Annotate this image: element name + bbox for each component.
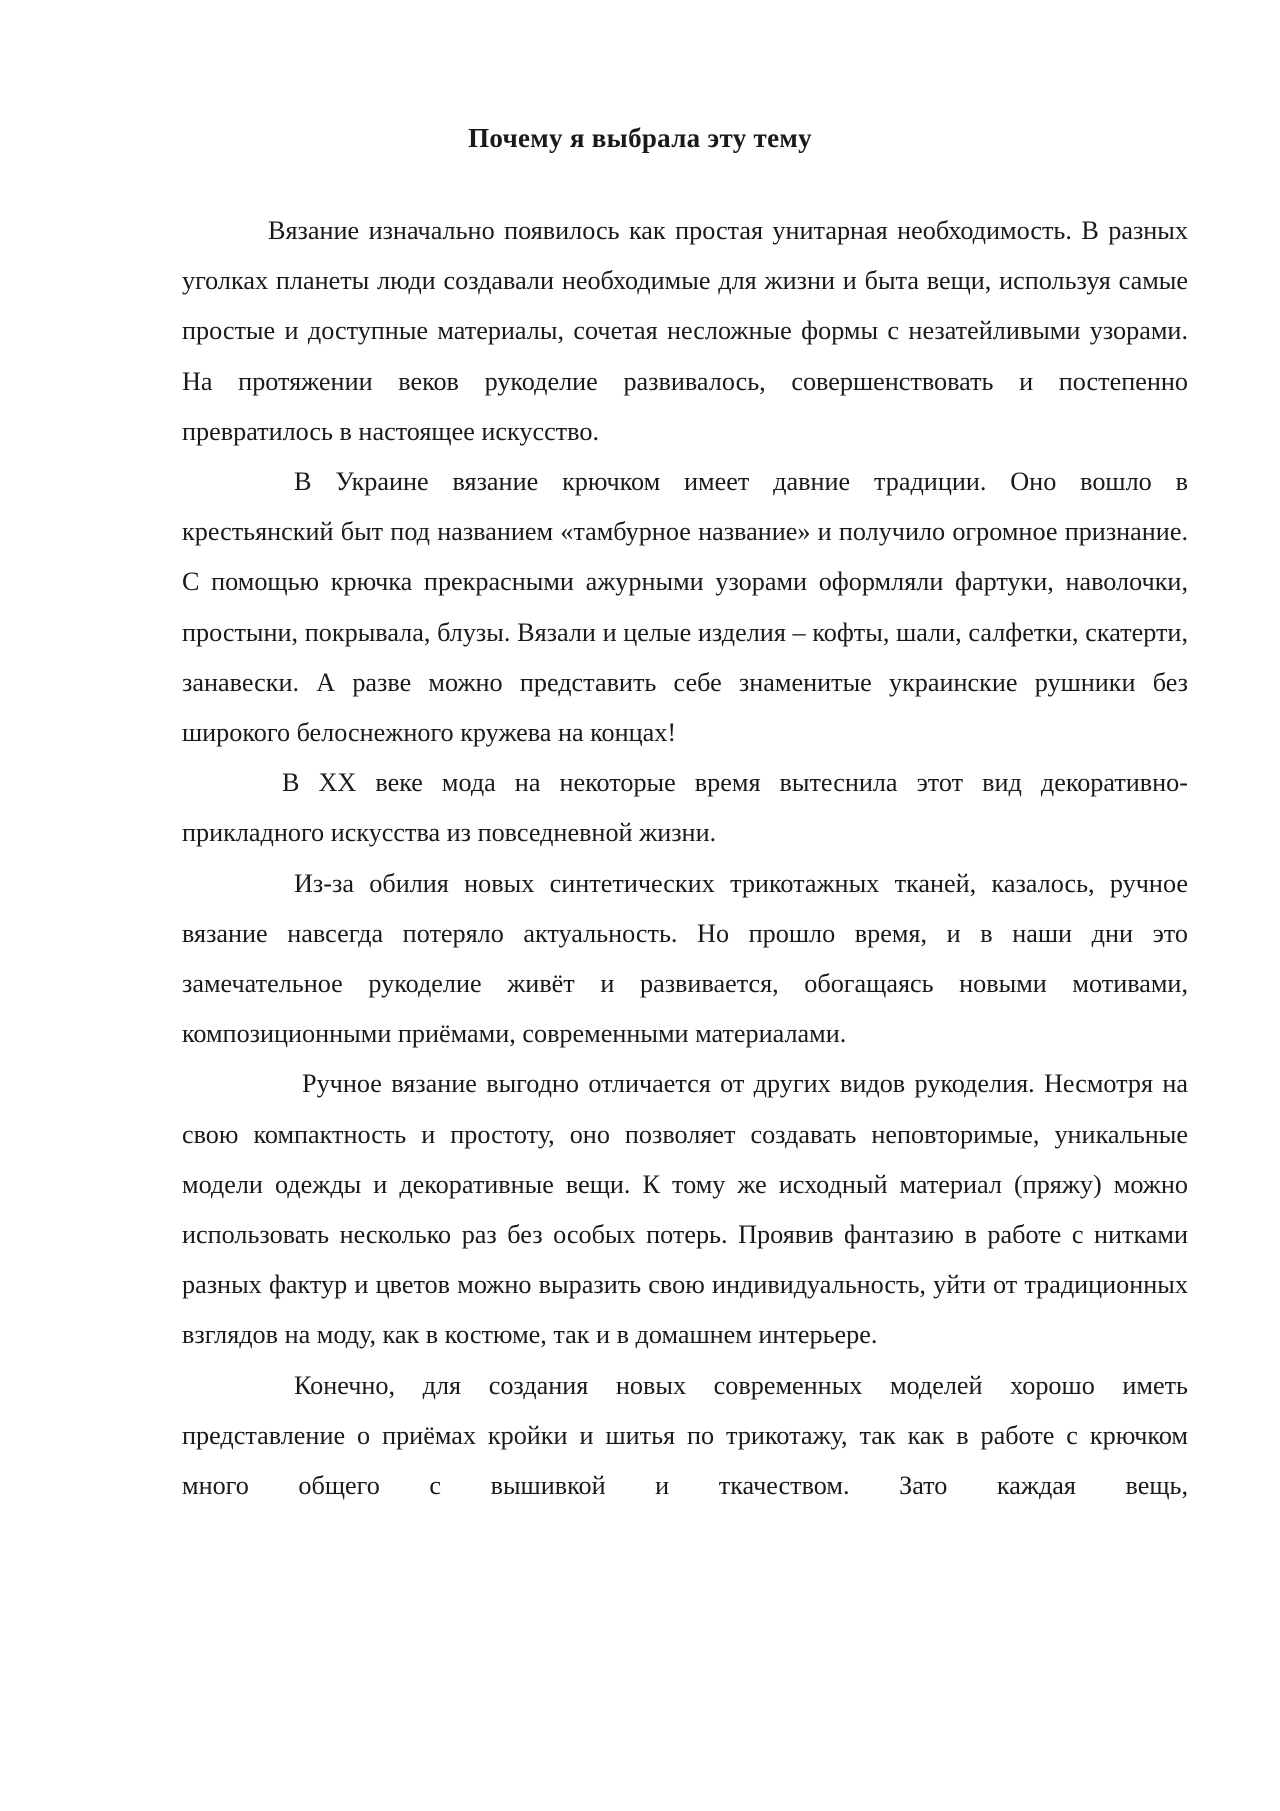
- paragraph-1: Вязание изначально появилось как простая унитарная необходимость. В разных уголках планеты люди создавали необходимые для жизни и быта вещи, используя самые простые и доступные материалы, сочетая несложные формы с незатейливыми узорами. На протяжении веков рукоделие развивалось, совершенствовать и постепенно превратилось в настоящее искусство.: [182, 216, 1188, 446]
- paragraph-6-container: [182, 1361, 1188, 1511]
- paragraph-6: Конечно, для создания новых современных моделей хорошо иметь представление о приёмах кройки и шитья по трикотажу, так как в работе с крючком много общего с вышивкой и ткачеством. Зато каждая вещь,: [182, 1370, 1188, 1501]
- paragraph-4: Из-за обилия новых синтетических трикотажных тканей, казалось, ручное вязание навсегда потеряло актуальность. Но прошло время, и в наши дни это замечательное рукоделие живёт и развивается, обогащаясь новыми мотивами, композиционными приёмами, современными материалами.: [182, 868, 1188, 1049]
- paragraph-5: Ручное вязание выгодно отличается от других видов рукоделия. Несмотря на свою компактность и простоту, оно позволяет создавать неповторимые, уникальные модели одежды и декоративные вещи. К тому же исходный материал (пряжу) можно использовать несколько раз без особых потерь. Проявив фантазию в работе с нитками разных фактур и цветов можно выразить свою индивидуальность, уйти от традиционных взглядов на моду, как в костюме, так и в домашнем интерьере.: [182, 1069, 1188, 1350]
- document-title: Почему я выбрала эту тему: [468, 123, 812, 153]
- paragraph-2: В Украине вязание крючком имеет давние традиции. Оно вошло в крестьянский быт под названием «тамбурное название» и получило огромное признание. С помощью крючка прекрасными ажурными узорами оформляли фартуки, наволочки, простыни, покрывала, блузы. Вязали и целые изделия – кофты, шали, салфетки, скатерти, занавески. А разве можно представить себе знаменитые украинские рушники без широкого белоснежного кружева на концах!: [182, 467, 1188, 748]
- paragraph-3: В ХХ веке мода на некоторые время вытеснила этот вид декоративно-прикладного искусства из повседневной жизни.: [182, 768, 1188, 848]
- document-body: [182, 206, 1188, 1511]
